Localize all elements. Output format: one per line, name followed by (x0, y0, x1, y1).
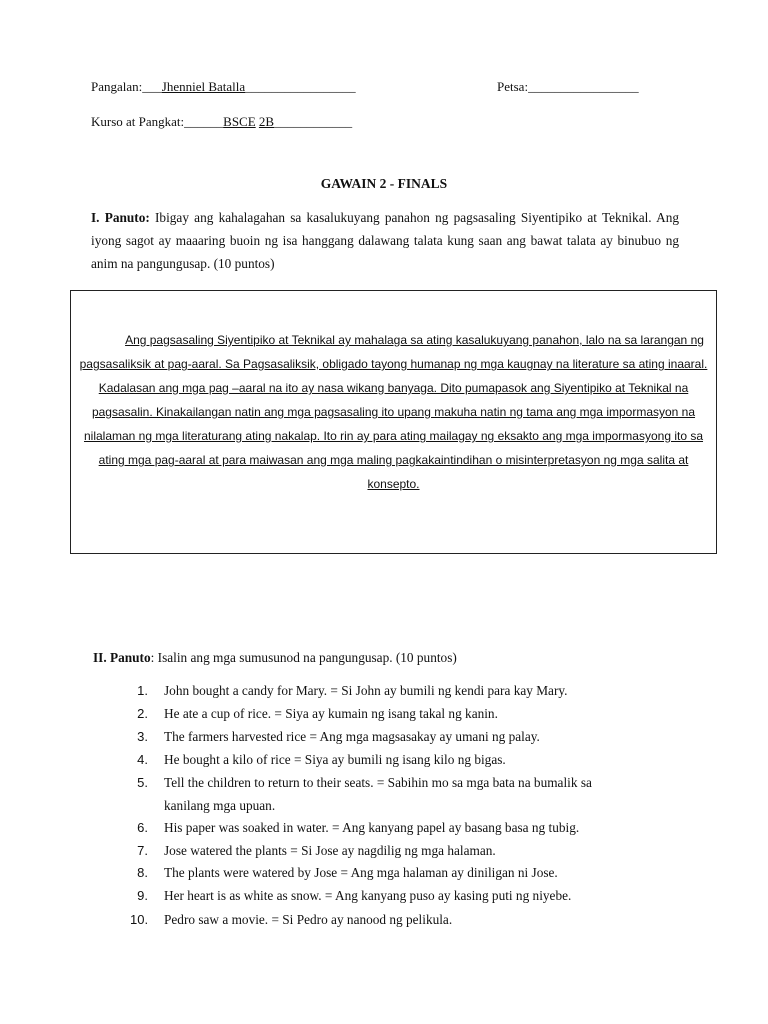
part2-instructions (93, 650, 457, 666)
part1-label: I. Panuto: (91, 210, 150, 225)
course-line-after: ____________ (274, 114, 353, 129)
item-number: 7. (137, 843, 148, 858)
item-text: He ate a cup of rice. = Siya ay kumain ng isang takal ng kanin. (164, 706, 498, 721)
name-value: Jhenniel Batalla (161, 79, 246, 94)
item-number: 2. (137, 706, 148, 721)
item-text: John bought a candy for Mary. = Si John ay bumili ng kendi para kay Mary. (164, 683, 568, 698)
course-line-before: ______ (184, 114, 224, 129)
part2-label: II. Panuto (93, 650, 151, 665)
item-text: Her heart is as white as snow. = Ang kanyang puso ay kasing puti ng niyebe. (164, 888, 572, 903)
course-value: BSCE (223, 114, 256, 129)
name-label: Pangalan: (91, 79, 143, 94)
answer-text: Ang pagsasaling Siyentipiko at Teknikal ay mahalaga sa ating kasalukuyang panahon, lalo na sa larangan ng pagsasaliksik at pag-aaral. Sa Pagsasaliksik, obligado tayong humanap ng mga kaugnay na literature sa ating inaaral. Kadalasan ang mga pag –aaral na ito ay nasa wikang banyaga. Dito pumapasok ang Siyentipiko at Teknikal na pagsasalin. Kinakailangan natin ang mga pagsasaling ito upang makuha natin ng tama ang mga impormasyon na nilalaman ng mga literaturang ating nakalap. Ito rin ay para ating mailagay ng eksakto ang mga impormasyong ito sa ating mga pag-aaral at para maiwasan ang mga maling pagkakaintindihan o misinterpretasyon ng mga salita at konsepto. (79, 333, 708, 491)
section-value: 2B (258, 114, 275, 129)
answer-paragraph (79, 328, 708, 496)
item-number: 4. (137, 752, 148, 767)
name-field (91, 79, 356, 95)
item-text: His paper was soaked in water. = Ang kanyang papel ay basang basa ng tubig. (164, 820, 580, 835)
part1-text: Ibigay ang kahalagahan sa kasalukuyang panahon ng pagsasaling Siyentipiko at Teknikal. Ang iyong sagot ay maaaring buoin ng isa hanggang dalawang talata kung saan ang bawat talata ay binubuo ng anim na pangungusap. (10 puntos) (91, 210, 679, 271)
date-line: _________________ (528, 79, 639, 94)
item-text: The plants were watered by Jose = Ang mga halaman ay diniligan ni Jose. (164, 865, 558, 880)
item-text-continued: kanilang mga upuan. (164, 798, 276, 813)
item-number: 8. (137, 865, 148, 880)
item-number: 9. (137, 888, 148, 903)
item-number: 10. (130, 912, 149, 927)
answer-box (70, 290, 717, 554)
item-text: Pedro saw a movie. = Si Pedro ay nanood ng pelikula. (164, 912, 453, 927)
item-number: 1. (137, 683, 148, 698)
item-number: 5. (137, 775, 148, 790)
page-title: GAWAIN 2 - FINALS (320, 176, 448, 191)
part2-text: : Isalin ang mga sumusunod na pangungusap. (10 puntos) (150, 650, 457, 665)
date-field (497, 79, 639, 95)
name-line-after: _________________ (245, 79, 356, 94)
course-label: Kurso at Pangkat: (91, 114, 185, 129)
item-number: 6. (137, 820, 148, 835)
item-text: He bought a kilo of rice = Siya ay bumili ng isang kilo ng bigas. (164, 752, 506, 767)
course-field (91, 114, 352, 130)
part1-instructions (91, 206, 679, 275)
item-number: 3. (137, 729, 148, 744)
date-label: Petsa: (497, 79, 529, 94)
item-text: Tell the children to return to their seats. = Sabihin mo sa mga bata na bumalik sa (164, 775, 592, 790)
name-line-before: ___ (142, 79, 162, 94)
item-text: The farmers harvested rice = Ang mga magsasakay ay umani ng palay. (164, 729, 540, 744)
item-text: Jose watered the plants = Si Jose ay nagdilig ng mga halaman. (164, 843, 496, 858)
